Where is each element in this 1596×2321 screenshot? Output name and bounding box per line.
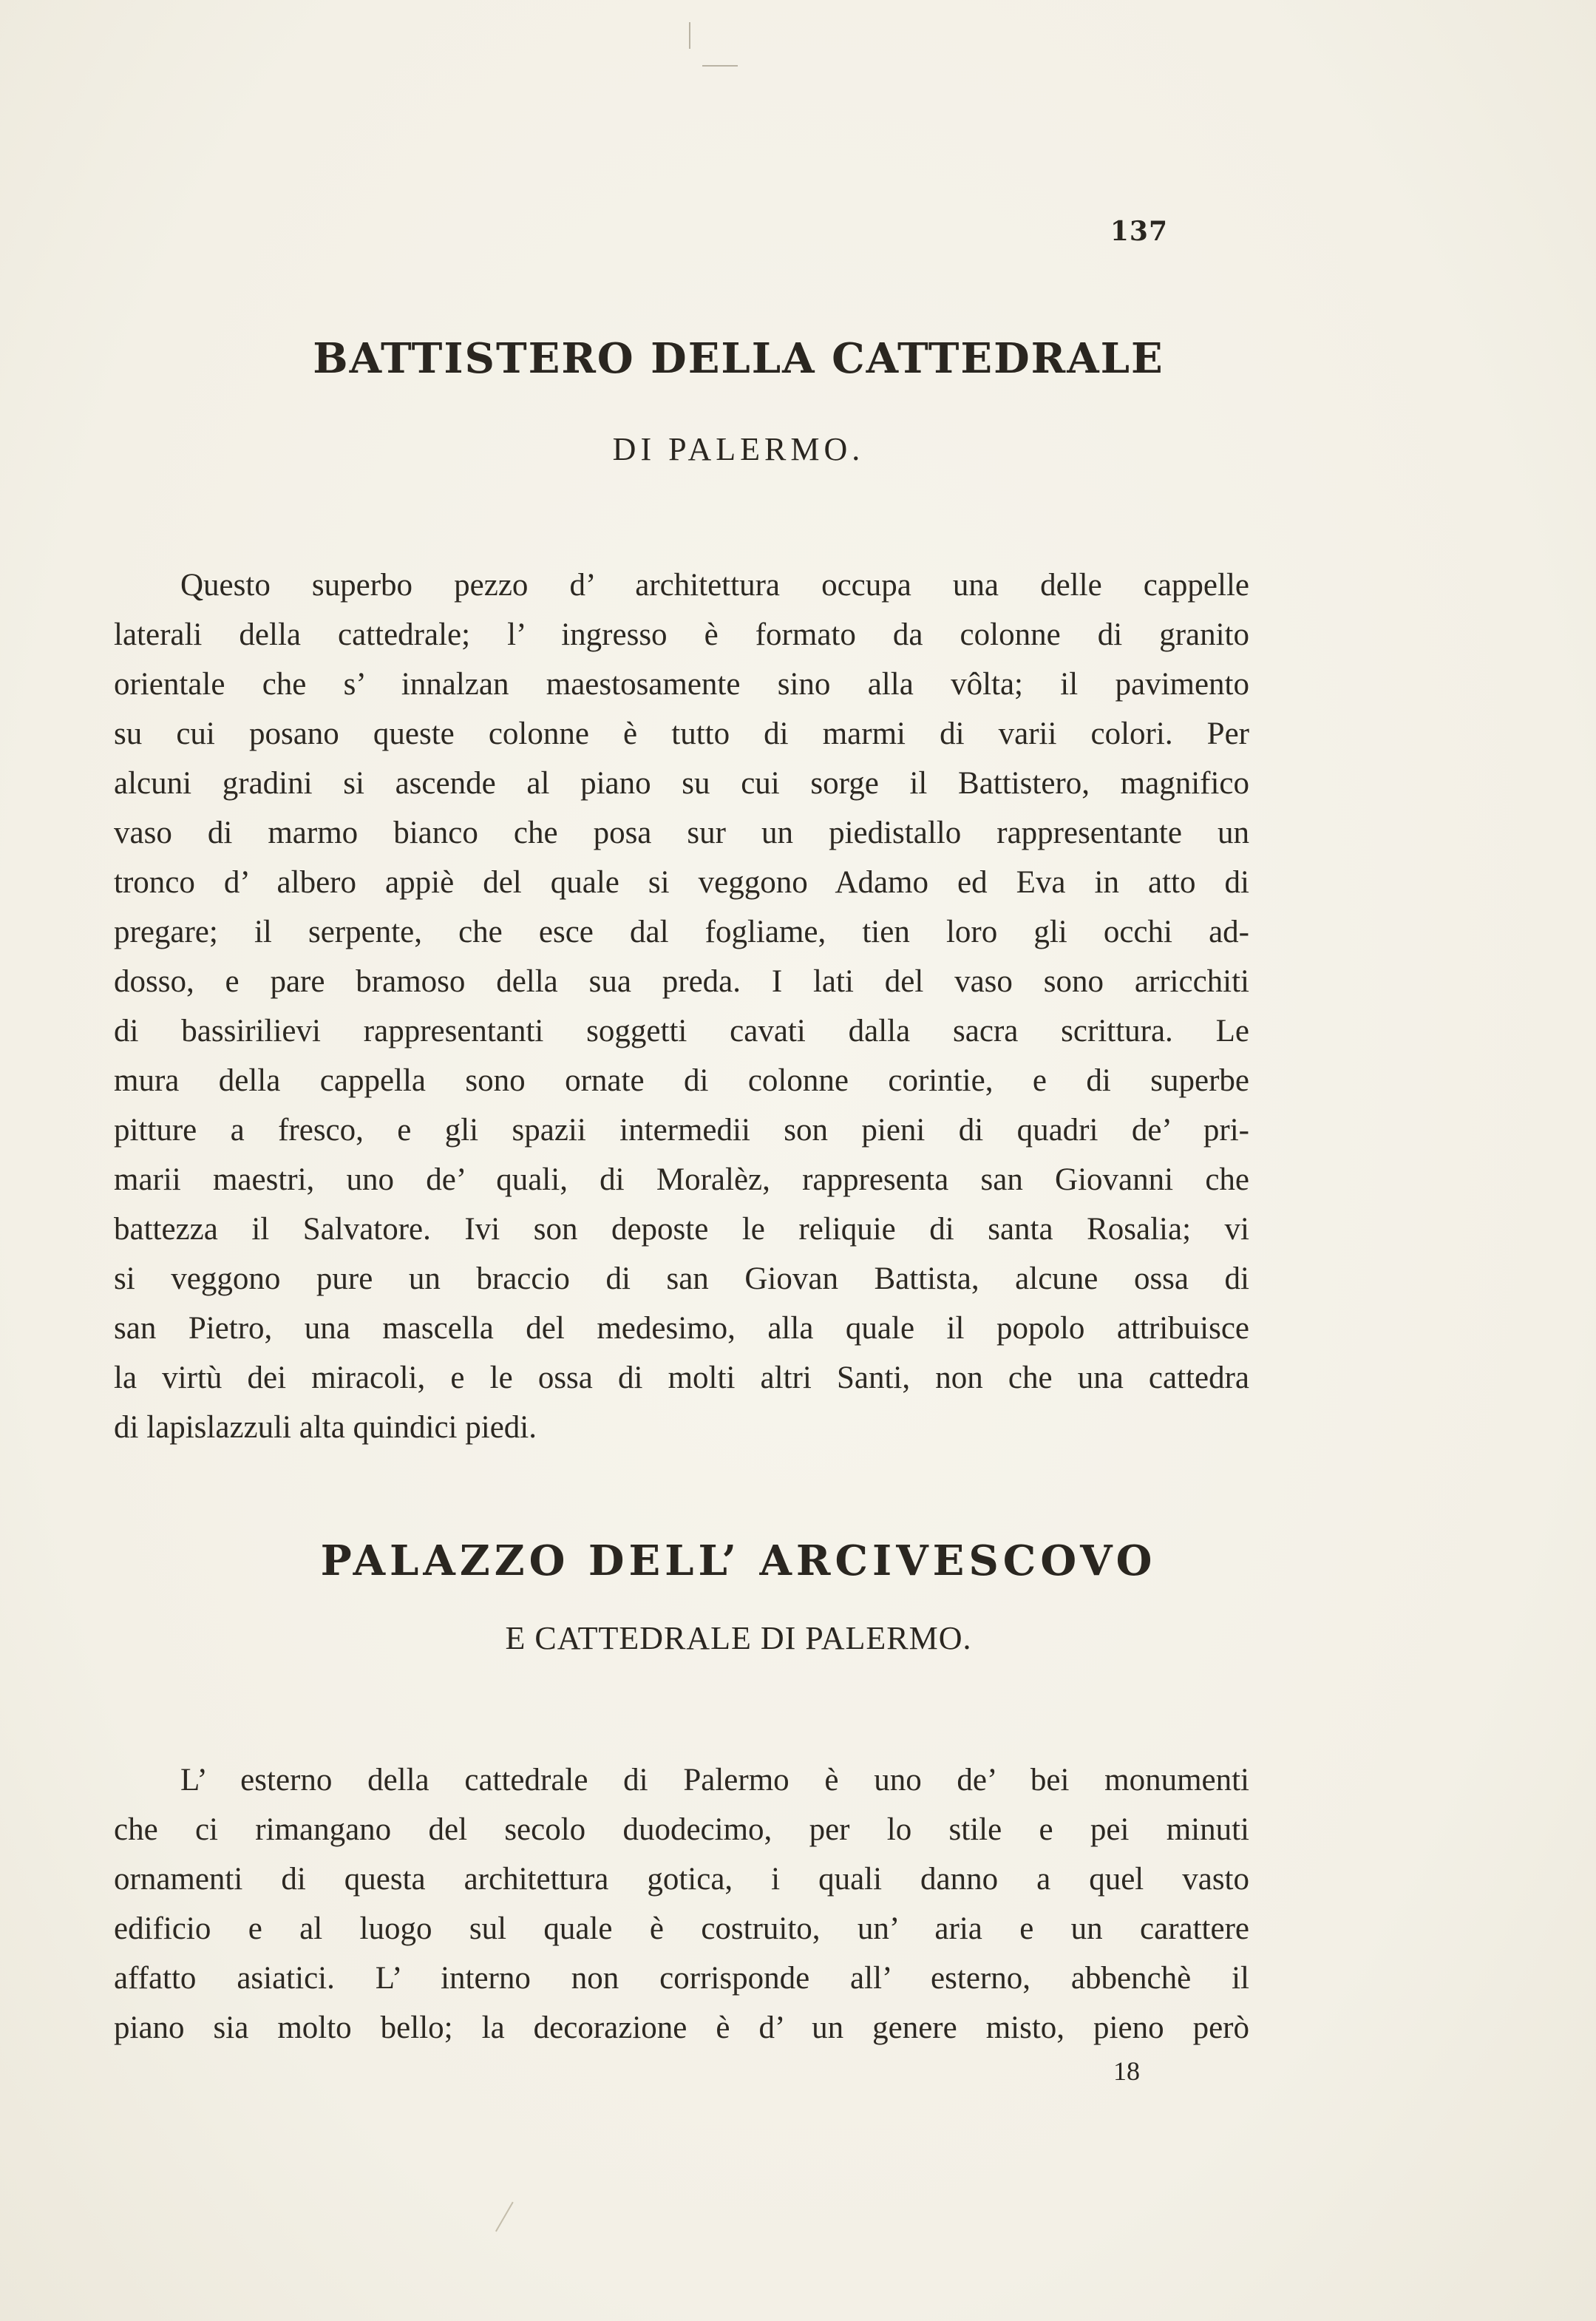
text-line: pregare; il serpente, che esce dal fogliame, tien loro gli occhi ad- — [114, 915, 1249, 949]
section-subtitle-battistero: DI PALERMO. — [612, 431, 865, 467]
section-subtitle-palazzo: E CATTEDRALE DI PALERMO. — [505, 1620, 972, 1656]
text-line: marii maestri, uno de’ quali, di Moralèz, rappresenta san Giovanni che — [114, 1162, 1249, 1197]
stray-mark — [495, 2202, 526, 2240]
gutter-mark-underline — [702, 65, 738, 67]
text-line: la virtù dei miracoli, e le ossa di molti altri Santi, non che una cattedra — [114, 1361, 1249, 1395]
paragraph-palazzo — [114, 1755, 1249, 2053]
text-line: si veggono pure un braccio di san Giovan Battista, alcune ossa di — [114, 1261, 1249, 1296]
text-line: san Pietro, una mascella del medesimo, alla quale il popolo attribuisce — [114, 1311, 1249, 1346]
text-line: battezza il Salvatore. Ivi son deposte le reliquie di santa Rosalia; vi — [114, 1212, 1249, 1247]
page-number: 137 — [1110, 216, 1168, 247]
text-line: tronco d’ albero appiè del quale si veggono Adamo ed Eva in atto di — [114, 865, 1249, 900]
text-line: orientale che s’ innalzan maestosamente sino alla vôlta; il pavimento — [114, 667, 1249, 702]
paragraph-battistero — [114, 560, 1249, 1452]
text-line: di bassirilievi rappresentanti soggetti cavati dalla sacra scrittura. Le — [114, 1014, 1249, 1048]
text-line: L’ esterno della cattedrale di Palermo è uno de’ bei monumenti — [180, 1763, 1249, 1797]
text-line: piano sia molto bello; la decorazione è d’ un genere misto, pieno però — [114, 2010, 1249, 2045]
text-line: vaso di marmo bianco che posa sur un piedistallo rappresentante un — [114, 816, 1249, 850]
signature-mark: 18 — [1113, 2056, 1140, 2086]
text-line: pitture a fresco, e gli spazii intermedii son pieni di quadri de’ pri- — [114, 1113, 1249, 1148]
gutter-mark — [689, 22, 695, 49]
text-line: ornamenti di questa architettura gotica, i quali danno a quel vasto — [114, 1862, 1249, 1897]
text-line: mura della cappella sono ornate di colonne corintie, e di superbe — [114, 1063, 1249, 1098]
section-title-palazzo: PALAZZO DELL’ ARCIVESCOVO — [320, 1536, 1157, 1585]
section-title-battistero: BATTISTERO DELLA CATTEDRALE — [313, 334, 1164, 383]
text-line: alcuni gradini si ascende al piano su cui sorge il Battistero, magnifico — [114, 766, 1249, 801]
text-line: di lapislazzuli alta quindici piedi. — [114, 1410, 537, 1445]
text-line: che ci rimangano del secolo duodecimo, per lo stile e pei minuti — [114, 1812, 1249, 1847]
text-line: affatto asiatici. L’ interno non corrisponde all’ esterno, abbenchè il — [114, 1961, 1249, 1996]
text-line: dosso, e pare bramoso della sua preda. I lati del vaso sono arricchiti — [114, 964, 1249, 999]
text-line: Questo superbo pezzo d’ architettura occupa una delle cappelle — [180, 568, 1249, 603]
text-line: edificio e al luogo sul quale è costruito, un’ aria e un carattere — [114, 1911, 1249, 1946]
text-line: laterali della cattedrale; l’ ingresso è formato da colonne di granito — [114, 617, 1249, 652]
text-line: su cui posano queste colonne è tutto di marmi di varii colori. Per — [114, 716, 1249, 751]
